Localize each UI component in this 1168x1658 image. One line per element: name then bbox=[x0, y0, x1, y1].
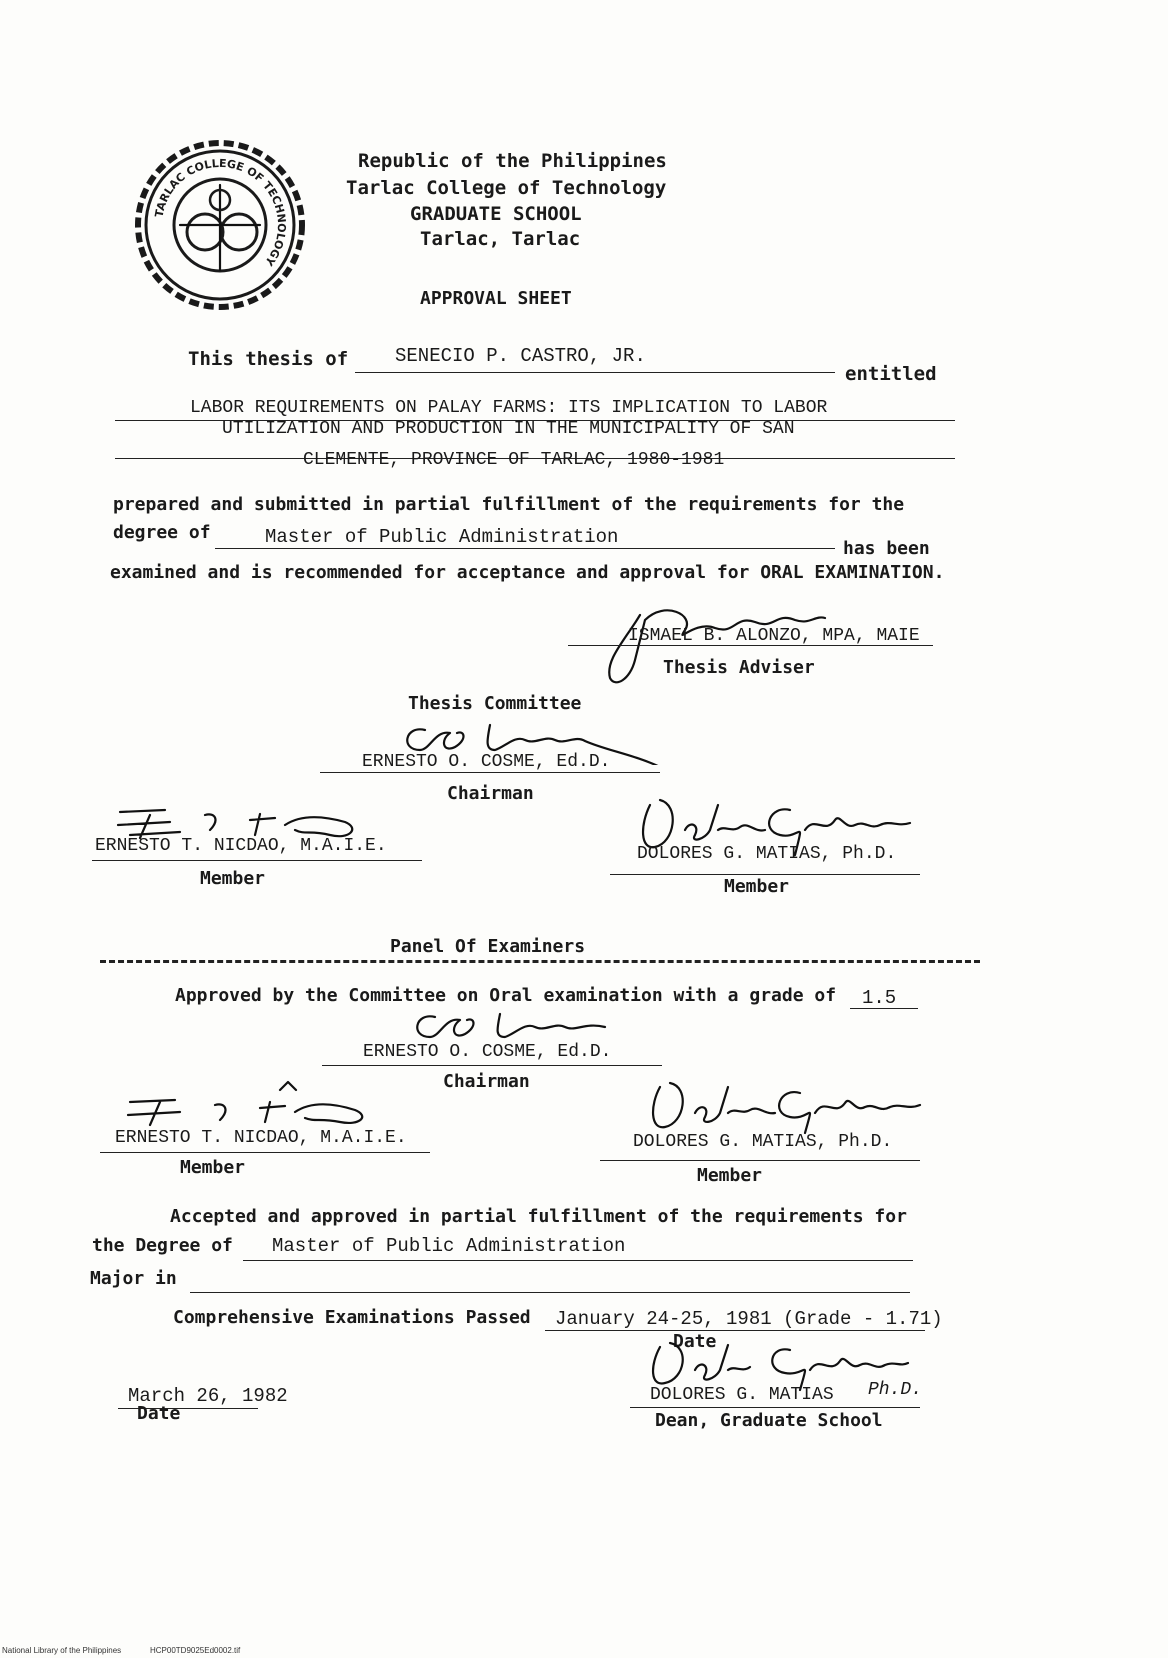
committee-member1-role: Member bbox=[200, 868, 266, 889]
footer-library: National Library of the Philippines bbox=[2, 1646, 122, 1655]
panel-member2-name: DOLORES G. MATIAS, Ph.D. bbox=[633, 1132, 893, 1152]
acceptance-degree: Master of Public Administration bbox=[272, 1235, 626, 1257]
committee-member1-name: ERNESTO T. NICDAO, M.A.I.E. bbox=[95, 836, 387, 856]
comp-exam-line bbox=[545, 1330, 925, 1331]
panel-member1-name: ERNESTO T. NICDAO, M.A.I.E. bbox=[115, 1128, 407, 1148]
panel-member1-signature bbox=[120, 1080, 370, 1130]
committee-member1-line bbox=[92, 860, 422, 861]
degree-line bbox=[215, 548, 835, 549]
adviser-role: Thesis Adviser bbox=[663, 657, 815, 678]
examined-text: examined and is recommended for acceptance and approval for ORAL EXAMINATION. bbox=[110, 562, 945, 583]
dean-role: Dean, Graduate School bbox=[655, 1410, 883, 1431]
signing-date: March 26, 1982 bbox=[128, 1385, 288, 1407]
acceptance-text: Accepted and approved in partial fulfillment of the requirements for bbox=[170, 1206, 907, 1227]
thesis-title-line1: LABOR REQUIREMENTS ON PALAY FARMS: ITS IMPLICATION TO LABOR bbox=[190, 398, 828, 418]
committee-member2-role: Member bbox=[724, 876, 790, 897]
major-label: Major in bbox=[90, 1268, 177, 1289]
panel-member2-signature bbox=[640, 1075, 930, 1135]
footer-file: HCP00TD9025Ed0002.tif bbox=[150, 1646, 241, 1655]
panel-grade: 1.5 bbox=[862, 987, 897, 1009]
author-line bbox=[355, 372, 835, 373]
adviser-name: ISMAEL B. ALONZO, MPA, MAIE bbox=[628, 626, 920, 646]
dean-suffix: Ph.D. bbox=[868, 1380, 923, 1400]
comp-exam-date-label: Date bbox=[673, 1331, 717, 1352]
comp-exam-label: Comprehensive Examinations Passed bbox=[173, 1307, 531, 1328]
entitled-label: entitled bbox=[845, 363, 937, 385]
comp-exam-value: January 24-25, 1981 (Grade - 1.71) bbox=[555, 1308, 943, 1330]
panel-approved-text: Approved by the Committee on Oral examination with a grade of bbox=[175, 985, 837, 1006]
major-line bbox=[190, 1292, 910, 1293]
prepared-text: prepared and submitted in partial fulfillment of the requirements for the bbox=[113, 494, 905, 515]
committee-chairman-name: ERNESTO O. COSME, Ed.D. bbox=[362, 752, 611, 772]
thesis-degree: Master of Public Administration bbox=[265, 526, 619, 548]
signing-date-label: Date bbox=[137, 1403, 181, 1424]
panel-chairman-line bbox=[322, 1065, 662, 1066]
panel-chairman-role: Chairman bbox=[443, 1071, 530, 1092]
committee-chairman-line bbox=[320, 772, 660, 773]
degree-of-label: degree of bbox=[113, 522, 211, 543]
section-divider bbox=[100, 960, 980, 963]
panel-member2-role: Member bbox=[697, 1165, 763, 1186]
thesis-author: SENECIO P. CASTRO, JR. bbox=[395, 345, 646, 367]
header-location: Tarlac, Tarlac bbox=[420, 228, 581, 250]
seal-text: TARLAC COLLEGE OF TECHNOLOGY bbox=[152, 156, 289, 269]
panel-member1-line bbox=[100, 1152, 430, 1153]
committee-heading: Thesis Committee bbox=[408, 693, 582, 714]
has-been-label: has been bbox=[843, 538, 930, 559]
header-graduate-school: GRADUATE SCHOOL bbox=[410, 203, 582, 225]
panel-chairman-signature bbox=[405, 1002, 615, 1047]
thesis-title-line2: UTILIZATION AND PRODUCTION IN THE MUNICIPALITY OF SAN bbox=[222, 419, 795, 439]
college-seal bbox=[135, 140, 305, 310]
header-republic: Republic of the Philippines bbox=[358, 150, 667, 172]
thesis-title-line3: CLEMENTE, PROVINCE OF TARLAC, 1980-1981 bbox=[303, 450, 725, 470]
dean-name: DOLORES G. MATIAS bbox=[650, 1385, 834, 1405]
committee-member2-line bbox=[610, 874, 920, 875]
thesis-intro: This thesis of bbox=[188, 348, 349, 370]
dean-line bbox=[630, 1407, 920, 1408]
committee-chairman-role: Chairman bbox=[447, 783, 534, 804]
panel-heading: Panel Of Examiners bbox=[390, 936, 586, 957]
header-college: Tarlac College of Technology bbox=[346, 177, 667, 199]
committee-member2-name: DOLORES G. MATIAS, Ph.D. bbox=[637, 844, 897, 864]
acceptance-degree-label: the Degree of bbox=[92, 1235, 233, 1256]
panel-member1-role: Member bbox=[180, 1157, 246, 1178]
sheet-title: APPROVAL SHEET bbox=[420, 288, 572, 309]
panel-chairman-name: ERNESTO O. COSME, Ed.D. bbox=[363, 1042, 612, 1062]
panel-member2-line bbox=[600, 1160, 920, 1161]
acceptance-degree-line bbox=[243, 1260, 913, 1261]
